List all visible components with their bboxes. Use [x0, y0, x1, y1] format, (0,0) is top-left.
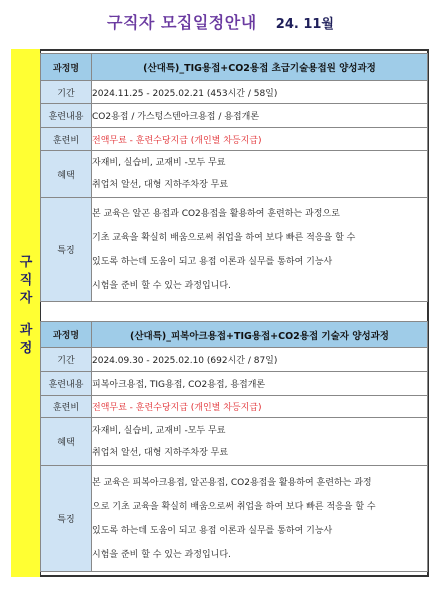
page-header [0, 10, 441, 34]
feature-label: 특징 [41, 198, 92, 302]
period-value: 2024.11.25 - 2025.02.21 (453시간 / 58일) [92, 81, 428, 104]
feature-value [92, 198, 428, 302]
content-row [41, 104, 428, 128]
side-char: 자 [19, 291, 33, 306]
page-title: 구직자 모집일정안내 [107, 13, 257, 32]
content-label: 훈련내용 [41, 104, 92, 128]
period-row [41, 81, 428, 104]
course-name-row [41, 322, 428, 348]
fee-value: 전액무료 - 훈련수당지급 (개인별 차등지급) [92, 396, 428, 418]
fee-label: 훈련비 [41, 128, 92, 151]
benefit-label: 혜택 [41, 418, 92, 466]
benefit-line: 자재비, 실습비, 교재비 -모두 무료 [92, 158, 226, 168]
fee-row [41, 396, 428, 418]
content-row [41, 372, 428, 396]
period-row [41, 348, 428, 372]
period-label: 기간 [41, 348, 92, 372]
side-char: 과 [19, 323, 33, 338]
course-name-label: 과정명 [41, 54, 92, 81]
period-label: 기간 [41, 81, 92, 104]
feature-line: 시험을 준비 할 수 있는 과정입니다. [92, 280, 231, 291]
side-char: 정 [19, 341, 33, 356]
benefit-row [41, 418, 428, 466]
fee-value: 전액무료 - 훈련수당지급 (개인별 차등지급) [92, 128, 428, 151]
schedule-month: 24. 11월 [275, 17, 334, 32]
feature-line: 있도록 하는데 도움이 되고 용접 이론과 실무를 통하여 기능사 [92, 525, 333, 536]
benefit-value [92, 151, 428, 198]
fee-row [41, 128, 428, 151]
benefit-line: 취업처 알선, 대형 지하주차장 무료 [92, 447, 229, 458]
benefit-line: 취업처 알선, 대형 지하주차장 무료 [92, 180, 229, 190]
feature-line: 으로 기초 교육을 확실히 배움으로써 취업을 하여 보다 빠른 적응을 할 수 [92, 501, 376, 512]
content-label: 훈련내용 [41, 372, 92, 396]
feature-line: 있도록 하는데 도움이 되고 용접 이론과 실무를 통하여 기능사 [92, 256, 333, 267]
feature-row [41, 198, 428, 302]
side-category-label [11, 254, 41, 358]
feature-value [92, 466, 428, 572]
side-char: 직 [19, 273, 33, 288]
period-value: 2024.09.30 - 2025.02.10 (692시간 / 87일) [92, 348, 428, 372]
course-name: (산대특)_피복아크용접+TIG용접+CO2용접 기술자 양성과정 [92, 322, 428, 348]
course-name: (산대특)_TIG용접+CO2용접 초급기술용접원 양성과정 [92, 54, 428, 81]
content-value: 피복아크용접, TIG용접, CO2용접, 용접개론 [92, 372, 428, 396]
feature-line: 본 교육은 피복아크용접, 알곤용접, CO2용접을 활용하여 훈련하는 과정 [92, 477, 372, 488]
course-table-2 [40, 321, 428, 572]
side-category [11, 49, 41, 577]
content-value: CO2용접 / 가스텅스텐아크용접 / 용접개론 [92, 104, 428, 128]
feature-line: 기초 교육을 확실히 배움으로써 취업을 하여 보다 빠른 적응을 할 수 [92, 232, 356, 243]
benefit-line: 자재비, 실습비, 교재비 -모두 무료 [92, 425, 226, 436]
fee-label: 훈련비 [41, 396, 92, 418]
benefit-value [92, 418, 428, 466]
course-name-row [41, 54, 428, 81]
feature-line: 시험을 준비 할 수 있는 과정입니다. [92, 549, 231, 560]
course-table-1 [40, 53, 428, 302]
side-char: 구 [19, 255, 33, 270]
benefit-label: 혜택 [41, 151, 92, 198]
feature-row [41, 466, 428, 572]
feature-label: 특징 [41, 466, 92, 572]
course-name-label: 과정명 [41, 322, 92, 348]
feature-line: 본 교육은 알곤 용접과 CO2용접을 활용하여 훈련하는 과정으로 [92, 208, 340, 219]
benefit-row [41, 151, 428, 198]
